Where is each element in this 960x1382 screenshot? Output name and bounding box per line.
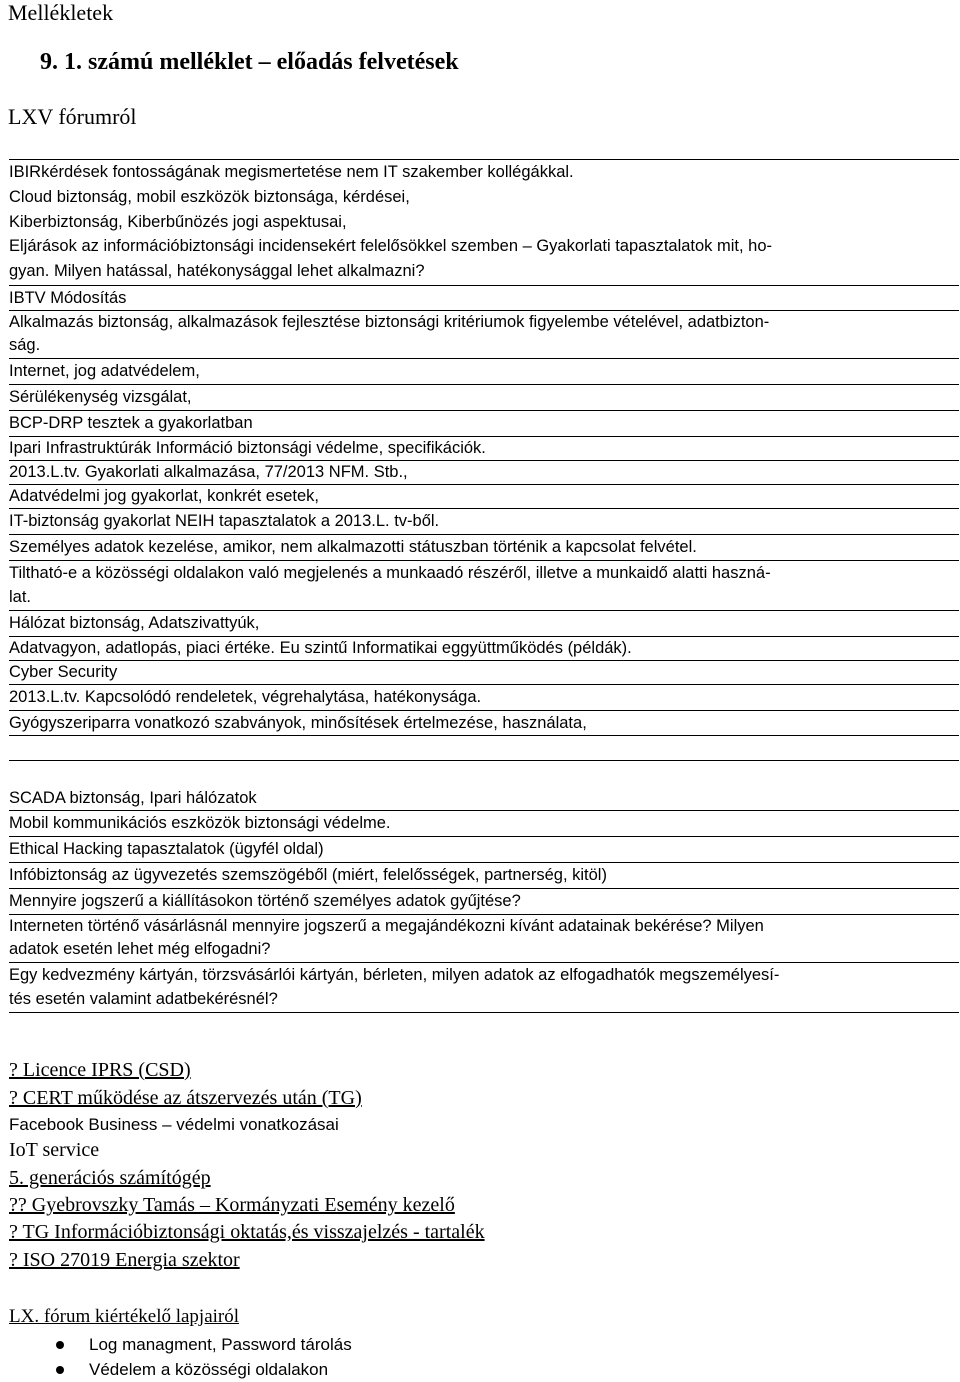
topic-row xyxy=(9,837,959,863)
topic-line: Gyógyszeriparra vonatkozó szabványok, minősítések értelmezése, használata, xyxy=(9,714,587,732)
topic-row xyxy=(9,561,959,611)
lx-forum-list xyxy=(0,1332,352,1382)
topic-line: IT-biztonság gyakorlat NEIH tapasztalatok a 2013.L. tv-ből. xyxy=(9,512,440,530)
topic-line: Internet, jog adatvédelem, xyxy=(9,362,200,380)
topic-line: Mennyire jogszerű a kiállításokon történő személyes adatok gyűjtése? xyxy=(9,892,521,910)
extra-item: ? CERT működése az átszervezés után (TG) xyxy=(9,1087,362,1109)
topic-row xyxy=(9,509,959,535)
topic-line: 2013.L.tv. Kapcsolódó rendeletek, végrehalytása, hatékonysága. xyxy=(9,688,482,706)
topic-row xyxy=(9,611,959,637)
topic-line: Hálózat biztonság, Adatszivattyúk, xyxy=(9,614,260,632)
topic-line: tés esetén valamint adatbekérésnél? xyxy=(9,990,278,1008)
topic-line: Tiltható-e a közösségi oldalakon való megjelenés a munkaadó részéről, illetve a munkaidő alatti haszná- xyxy=(9,564,771,582)
extra-item: IoT service xyxy=(9,1139,100,1161)
document-header: Mellékletek xyxy=(8,0,114,25)
topic-row xyxy=(9,963,959,1013)
bullet-icon xyxy=(56,1341,64,1349)
topic-row xyxy=(9,811,959,837)
topic-row xyxy=(9,160,959,286)
topic-line: Személyes adatok kezelése, amikor, nem alkalmazotti státuszban történik a kapcsolat felvétel. xyxy=(9,538,697,556)
topic-line: SCADA biztonság, Ipari hálózatok xyxy=(9,789,257,807)
list-item: Védelem a közösségi oldalakon xyxy=(0,1357,352,1382)
topic-line: Sérülékenység vizsgálat, xyxy=(9,388,192,406)
topic-row xyxy=(9,736,959,761)
topic-line: Adatvagyon, adatlopás, piaci értéke. Eu szintű Informatikai eggyüttműködés (példák). xyxy=(9,639,632,657)
topic-row xyxy=(9,786,959,811)
topic-line: Eljárások az információbiztonsági incidensekért felelősökkel szemben – Gyakorlati tapasztalatok mit, ho- xyxy=(9,237,773,256)
topic-row xyxy=(9,685,959,711)
table-top-rule xyxy=(9,159,959,160)
topic-row xyxy=(9,535,959,561)
topic-line xyxy=(9,736,959,760)
topic-line: adatok esetén lehet még elfogadni? xyxy=(9,940,271,958)
section-subtitle: LXV fórumról xyxy=(8,104,137,129)
topic-line: Ipari Infrastruktúrák Információ biztonsági védelme, specifikációk. xyxy=(9,439,486,457)
topic-line: BCP-DRP tesztek a gyakorlatban xyxy=(9,414,253,432)
topic-line: Kiberbiztonság, Kiberbűnözés jogi aspektusai, xyxy=(9,212,347,231)
topic-row xyxy=(9,437,959,461)
topic-row xyxy=(9,311,959,359)
topic-line: Ethical Hacking tapasztalatok (ügyfél oldal) xyxy=(9,840,324,858)
bullet-icon xyxy=(56,1366,64,1374)
topic-row xyxy=(9,661,959,685)
topic-row xyxy=(9,485,959,509)
topic-row xyxy=(9,461,959,485)
extra-item: Facebook Business – védelmi vonatkozásai xyxy=(9,1115,339,1134)
topic-row xyxy=(9,889,959,915)
topic-row xyxy=(9,637,959,661)
topic-line: lat. xyxy=(9,588,32,606)
topic-row xyxy=(9,915,959,963)
topic-line: Mobil kommunikációs eszközök biztonsági védelme. xyxy=(9,814,391,832)
topic-row xyxy=(9,385,959,411)
extra-item: 5. generációs számítógép xyxy=(9,1167,211,1189)
topic-line: Cloud biztonság, mobil eszközök biztonsága, kérdései, xyxy=(9,187,410,206)
topic-line: IBIRkérdések fontosságának megismertetése nem IT szakember kollégákkal. xyxy=(9,163,574,181)
topic-row xyxy=(9,711,959,736)
topic-line: Cyber Security xyxy=(9,663,118,681)
topic-line: gyan. Milyen hatással, hatékonysággal lehet alkalmazni? xyxy=(9,262,425,281)
topic-row xyxy=(9,286,959,311)
extra-item: ? Licence IPRS (CSD) xyxy=(9,1059,191,1081)
topic-line: Interneten történő vásárlásnál mennyire jogszerű a megajándékozni kívánt adatainak bekérése? Milyen xyxy=(9,917,764,935)
topic-line: IBTV Módosítás xyxy=(9,289,127,307)
topic-line: Infóbiztonság az ügyvezetés szemszögéből (miért, felelősségek, partnerség, kitöl) xyxy=(9,866,607,884)
extra-item: ? TG Információbiztonsági oktatás,és visszajelzés - tartalék xyxy=(9,1221,485,1243)
topic-line: 2013.L.tv. Gyakorlati alkalmazása, 77/2013 NFM. Stb., xyxy=(9,463,408,481)
topic-line: Egy kedvezmény kártyán, törzsvásárlói kártyán, bérleten, milyen adatok az elfogadhatók megszemélyesí- xyxy=(9,966,780,984)
extra-item: ?? Gyebrovszky Tamás – Kormányzati Esemény kezelő xyxy=(9,1194,455,1216)
extra-item: ? ISO 27019 Energia szektor xyxy=(9,1249,240,1271)
topic-line: ság. xyxy=(9,336,41,354)
topic-row xyxy=(9,359,959,385)
topic-row xyxy=(9,863,959,889)
topic-line: Adatvédelmi jog gyakorlat, konkrét esetek, xyxy=(9,487,319,505)
list-item: Log managment, Password tárolás xyxy=(0,1332,352,1357)
topic-row xyxy=(9,411,959,437)
document-title: 9. 1. számú melléklet – előadás felvetések xyxy=(40,49,459,75)
lx-forum-title: LX. fórum kiértékelő lapjairól xyxy=(9,1306,240,1327)
topic-line: Alkalmazás biztonság, alkalmazások fejlesztése biztonsági kritériumok figyelembe vételével, adatbizton- xyxy=(9,313,770,331)
